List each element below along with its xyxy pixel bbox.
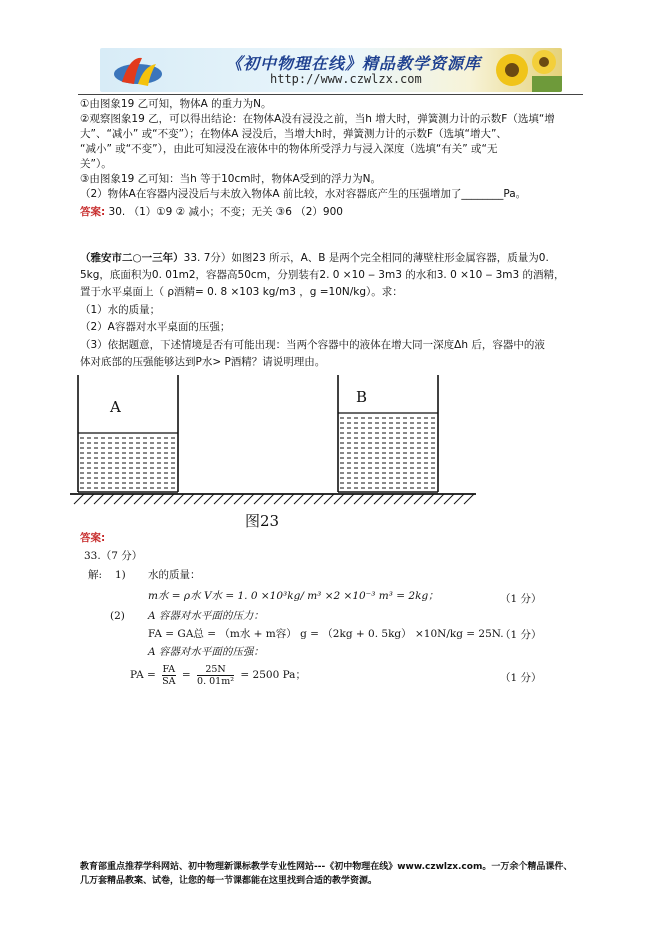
answer-1 — [80, 205, 343, 219]
container-b — [338, 375, 438, 492]
problem-33-line-5: （2）A容器对水平桌面的压强； — [80, 321, 231, 333]
step3-formula — [130, 660, 306, 690]
step1-title: 水的质量： — [148, 569, 201, 581]
page-footer: 教育部重点推荐学科网站、初中物理新课标教学专业性网站---《初中物理在线》www.czwlzx.com。一万余个精品课件、几万套精品教案、试卷，让您的每一节课都能在这里找到合适的教学资源。 — [80, 862, 573, 886]
answer-text: 30. （1）①9 ② 减小；不变；无关 ③6 （2）900 — [105, 206, 343, 218]
step2-num: (2) — [110, 610, 125, 622]
sunflower-image — [492, 48, 562, 92]
question-line-1: ①由图象19 乙可知，物体A 的重力为N。 — [80, 98, 272, 110]
answer-jie: 解: — [88, 569, 103, 581]
problem-33-line-7: 体对底部的压强能够达到P水> P酒精？请说明理由。 — [80, 356, 326, 368]
step1-formula: m水 = ρ水 V水 = 1. 0 ×10³kg/ m³ ×2 ×10⁻³ m³ = 2kg； — [148, 590, 439, 602]
answer-label: 答案: — [80, 206, 106, 218]
problem-33-line-6: （3）依据题意，下述情境是否有可能出现：当两个容器中的液体在增大同一深度Δh 后，容器中的液 — [80, 339, 545, 351]
header-rule — [78, 94, 583, 95]
label-a: A — [110, 398, 121, 416]
step3-lhs: PA = — [130, 669, 156, 681]
answer-header: 33.（7 分） — [84, 550, 143, 562]
problem-source: （雅安市二○一三年） — [80, 252, 184, 264]
step1-score: （1 分） — [500, 593, 542, 605]
figure-23-diagram — [68, 370, 488, 510]
step2-title: A 容器对水平面的压力： — [148, 610, 264, 622]
step2-formula: FA = GA总 = （m水 + m容） g = （2kg + 0. 5kg） ×10N/kg = 25N. — [148, 628, 504, 640]
problem-text-1: 33. 7分）如图23 所示，A、B 是两个完全相同的薄壁柱形金属容器，质量为0. — [183, 252, 549, 264]
question-line-5: 关”）。 — [80, 158, 112, 170]
header-banner — [100, 48, 562, 92]
step3-score: （1 分） — [500, 672, 542, 684]
banner-url[interactable]: http://www.czwlzx.com — [270, 72, 422, 86]
step3-rhs: = 2500 Pa； — [240, 669, 306, 681]
problem-33-line-3: 置于水平桌面上（ ρ酒精= 0. 8 ×103 kg/m3 ，g =10N/kg）。求： — [80, 286, 403, 298]
site-logo — [108, 52, 168, 90]
step2-score: （1 分） — [500, 629, 542, 641]
problem-33-line-4: （1）水的质量； — [80, 304, 161, 316]
table-surface — [70, 494, 476, 504]
figure-caption: 图23 — [245, 512, 280, 530]
fraction-force-area: $\frac{FA}{SA}$ — [162, 663, 176, 687]
answer-label-2: 答案: — [80, 532, 106, 544]
question-line-6: ③由图象19 乙可知：当h 等于10cm时，物体A受到的浮力为N。 — [80, 173, 382, 185]
fraction-values: $\frac{25N}{\text{0. 01m²}}$ — [197, 663, 235, 687]
question-line-3: 大”、“减小” 或“不变”）；在物体A 浸没后，当增大h时，弹簧测力计的示数F（选填“增大”、 — [80, 128, 507, 140]
banner-title: 《初中物理在线》精品教学资源库 — [226, 54, 482, 73]
step3-eq: = — [181, 669, 191, 681]
problem-33-line-2: 5kg，底面积为0. 01m2，容器高50cm，分别装有2. 0 ×10 ‒ 3m3 的水和3. 0 ×10 ‒ 3m3 的酒精， — [80, 269, 565, 281]
problem-33-line-1 — [80, 251, 549, 265]
question-line-4: “减小” 或“不变”），由此可知浸没在液体中的物体所受浮力与浸入深度（选填“有关” 或“无 — [80, 143, 498, 155]
question-line-2: ②观察图象19 乙，可以得出结论：在物体A没有浸没之前，当h 增大时，弹簧测力计的示数F（选填“增 — [80, 113, 555, 125]
step3-title: A 容器对水平面的压强： — [148, 646, 264, 658]
question-line-7: （2）物体A在容器内浸没后与未放入物体A 前比较，水对容器底产生的压强增加了________Pa。 — [80, 188, 527, 200]
step1-num: 1) — [115, 569, 126, 581]
container-a — [78, 375, 178, 492]
label-b: B — [356, 388, 368, 406]
